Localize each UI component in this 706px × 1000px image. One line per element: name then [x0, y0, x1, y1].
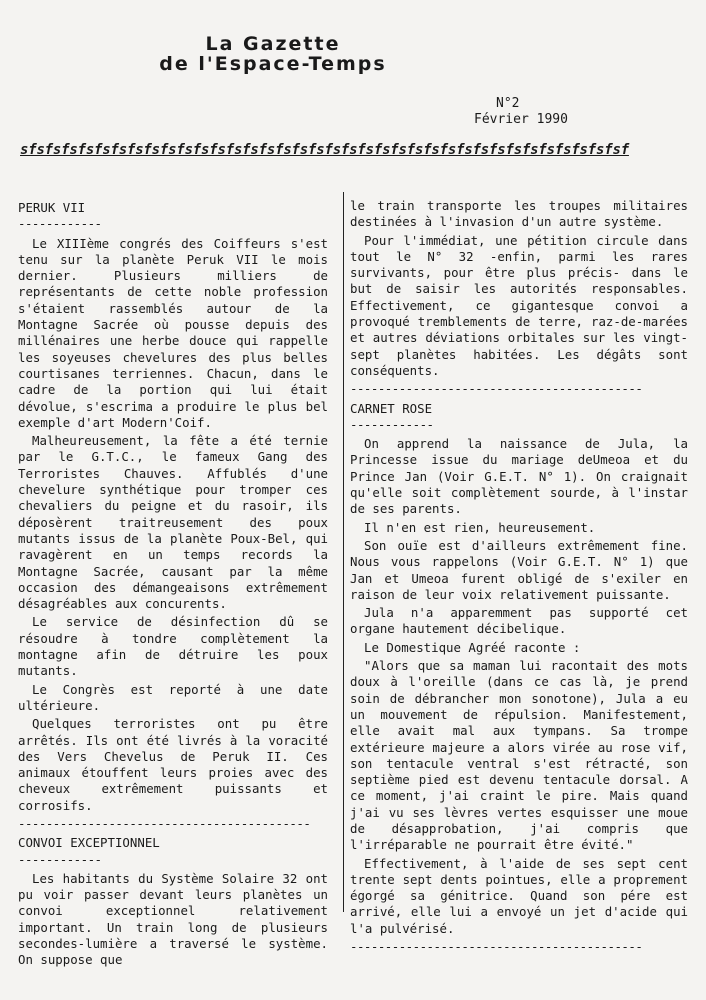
peruk-paragraph: Le service de désinfection dû se résoudre à tondre complètement la montagne afin de détruire les poux mutants.	[18, 614, 328, 679]
issue-number: N°2	[496, 96, 520, 111]
carnet-paragraph: Son ouïe est d'ailleurs extrêmement fine. Nous vous rappelons (Voir G.E.T. N° 1) que Jan et Umeoa furent obligé de s'exiler en raison de leur voix relativement puissante.	[350, 537, 688, 602]
peruk-paragraph: Le Congrès est reporté à une date ultérieure.	[18, 681, 328, 713]
carnet-paragraph: On apprend la naissance de Jula, la Princesse issue du mariage deUmeoa et du Prince Jan (Voir G.E.T. N° 1). On craignait qu'elle soit complètement sourde, à l'instar de ses parents.	[350, 436, 688, 517]
carnet-heading: CARNET ROSE	[350, 400, 433, 416]
left-column	[18, 198, 328, 971]
section-rule: ------------------------------------------	[18, 815, 311, 831]
decorative-divider: sfsfsfsfsfsfsfsfsfsfsfsfsfsfsfsfsfsfsfsfsfsfsfsfsfsfsfsfsfsfsfsfsfsfsfsfsf	[20, 142, 629, 158]
issue-date: Février 1990	[474, 112, 568, 127]
peruk-paragraph: Quelques terroristes ont pu être arrêtés. Ils ont été livrés à la voracité des Vers Chevelus de Peruk II. Ces animaux étouffent leurs proies avec des cheveux extrêmement puissants et corrosifs.	[18, 716, 328, 813]
column-rule	[343, 192, 344, 912]
right-column	[350, 198, 688, 958]
section-rule: ------------------------------------------	[350, 939, 643, 955]
convoi-continuation: le train transporte les troupes militaires destinées à l'invasion d'un autre système.	[350, 198, 688, 230]
carnet-paragraph: Le Domestique Agréé raconte :	[364, 639, 581, 655]
peruk-paragraph: Malheureusement, la fête a été ternie par le G.T.C., le fameux Gang des Terroristes Chauves. Affublés d'une chevelure synthétique pour tromper ces chevaliers du peigne et du rasoir, ils déposèrent traitreusement des poux mutants issus de la planète Poux-Bel, qui ravagèrent en un temps records la Montagne Sacrée, causant par la même occasion des démangeaisons extrêmement désagréables aux concurents.	[18, 433, 328, 612]
carnet-paragraph: Jula n'a apparemment pas supporté cet organe hautement décibelique.	[350, 605, 688, 637]
peruk-heading: PERUK VII	[18, 200, 86, 215]
peruk-paragraph: Le XIIIème congrés des Coiffeurs s'est tenu sur la planète Peruk VII le mois dernier. Plusieurs milliers de représentants de cette noble profession s'étaient rassemblés autour de la Montagne Sacrée où pousse depuis des millénaires une herbe douce qui rappelle les soyeuses chevelures des plus belles courtisanes terriennes. Chacun, dans le cadre de la portion qui lui était dévolue, s'escrima a produire le plus bel exemple d'art Modern'Coif.	[18, 235, 328, 430]
masthead-title	[158, 34, 388, 74]
convoi-continuation: Pour l'immédiat, une pétition circule dans tout le N° 32 -enfin, parmi les rares survivants, pour être plus précis- dans le but de saisir les autorités responsables. Effectivement, ce gigantesque convoi a provoqué tremblements de terre, raz-de-marées et autres déviations orbitales sur les vingt-sept planètes habitées. Les dégâts sont conséquents.	[350, 232, 688, 378]
carnet-paragraph: Effectivement, à l'aide de ses sept cent trente sept dents pointues, elle a proprement égorgé sa génitrice. Quand son pére est arrivé, elle lui a envoyé un jet d'acide qui l'a pulvérisé.	[350, 855, 688, 936]
heading-rule: ------------	[350, 416, 434, 432]
heading-rule: ------------	[18, 851, 102, 867]
heading-rule: ------------	[18, 216, 102, 232]
issue-info	[474, 96, 568, 128]
convoi-paragraph: Les habitants du Système Solaire 32 ont pu voir passer devant leurs planètes un convoi exceptionnel relativement important. Un train long de plusieurs secondes-lumière a traversé le système. On suppose que	[18, 870, 328, 968]
masthead-title-line2: de l'Espace-Temps	[159, 53, 387, 75]
masthead-title-line1: La Gazette	[205, 33, 341, 55]
carnet-paragraph: "Alors que sa maman lui racontait des mots doux à l'oreille (dans ce cas là, je prend soin de débrancher mon sonotone), Jula a eu un mouvement de répulsion. Manifestement, elle avait mal aux tympans. Sa trompe extérieure majeure a alors virée au rose vif, son tentacule ventral s'est rétracté, son septième pied est devenu tentacule dorsal. A ce moment, j'ai craint le pire. Mais quand j'ai vu ses lèvres vertes esquisser une moue de désapprobation, j'ai compris que l'irréparable ne pourrait être évité."	[350, 658, 688, 853]
section-rule: ------------------------------------------	[350, 381, 643, 397]
carnet-paragraph: Il n'en est rien, heureusement.	[364, 519, 596, 535]
convoi-heading: CONVOI EXCEPTIONNEL	[18, 835, 160, 851]
